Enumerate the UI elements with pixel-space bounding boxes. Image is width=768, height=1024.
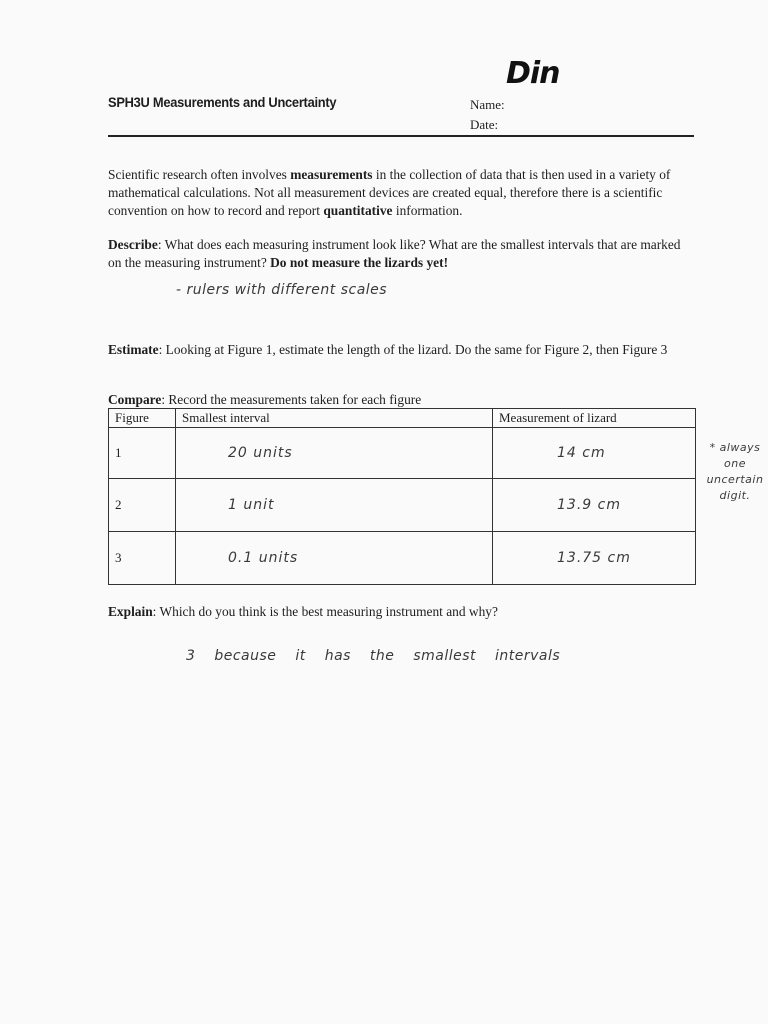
margin-note-line: digit. bbox=[719, 489, 751, 502]
intro-paragraph bbox=[108, 166, 688, 220]
describe-label: Describe bbox=[108, 237, 158, 252]
compare-label: Compare bbox=[108, 392, 162, 407]
handwritten-student-name: Din bbox=[506, 56, 560, 91]
table-header-row bbox=[109, 409, 696, 428]
estimate-label: Estimate bbox=[108, 342, 159, 357]
interval-cell: 20 units bbox=[176, 428, 493, 479]
header-divider bbox=[108, 135, 694, 137]
estimate-text: : Looking at Figure 1, estimate the length of the lizard. Do the same for Figure 2, then Figure 3 bbox=[158, 342, 668, 357]
header-smallest-interval: Smallest interval bbox=[176, 409, 493, 428]
table-row bbox=[109, 428, 696, 479]
name-field-label: Name: bbox=[470, 97, 505, 112]
header-figure: Figure bbox=[109, 409, 176, 428]
explain-prompt bbox=[108, 603, 688, 621]
compare-text: : Record the measurements taken for each figure bbox=[161, 392, 422, 407]
explain-handwritten-answer: 3 because it has the smallest intervals bbox=[186, 648, 561, 664]
figure-cell: 2 bbox=[109, 479, 176, 532]
table-row bbox=[109, 479, 696, 532]
describe-warning: Do not measure the lizards yet! bbox=[270, 255, 449, 270]
intro-text-3: information. bbox=[392, 203, 463, 218]
margin-note-line: one bbox=[724, 457, 746, 470]
describe-handwritten-answer: - rulers with different scales bbox=[176, 282, 388, 298]
intro-bold-quantitative: quantitative bbox=[323, 203, 393, 218]
interval-cell: 1 unit bbox=[176, 479, 493, 532]
margin-handwritten-note bbox=[704, 440, 766, 504]
intro-bold-measurements: measurements bbox=[290, 167, 373, 182]
describe-text: : What does each measuring instrument look like? What are the smallest intervals that are marked on the measuring instrument? bbox=[108, 237, 681, 270]
date-field-label: Date: bbox=[470, 117, 499, 132]
measurement-cell: 13.75 cm bbox=[493, 532, 696, 585]
explain-text: : Which do you think is the best measuring instrument and why? bbox=[152, 604, 498, 619]
interval-cell: 0.1 units bbox=[176, 532, 493, 585]
worksheet-title: SPH3U Measurements and Uncertainty bbox=[108, 94, 337, 110]
table-row bbox=[109, 532, 696, 585]
margin-note-line: uncertain bbox=[706, 473, 764, 486]
intro-text-2: in the collection of data that is then used in a variety of mathematical calculations. Not all measurement devices are created equal, therefore there is a scientific convention on how to record and report bbox=[108, 167, 671, 218]
intro-text-1: Scientific research often involves bbox=[108, 167, 291, 182]
figure-cell: 3 bbox=[109, 532, 176, 585]
compare-prompt bbox=[108, 391, 688, 409]
describe-prompt bbox=[108, 236, 688, 272]
explain-label: Explain bbox=[108, 604, 153, 619]
estimate-prompt bbox=[108, 341, 688, 359]
measurement-cell: 13.9 cm bbox=[493, 479, 696, 532]
figure-cell: 1 bbox=[109, 428, 176, 479]
measurement-cell: 14 cm bbox=[493, 428, 696, 479]
margin-note-line: * always bbox=[709, 441, 761, 454]
measurements-table bbox=[108, 408, 696, 585]
header-measurement: Measurement of lizard bbox=[493, 409, 696, 428]
